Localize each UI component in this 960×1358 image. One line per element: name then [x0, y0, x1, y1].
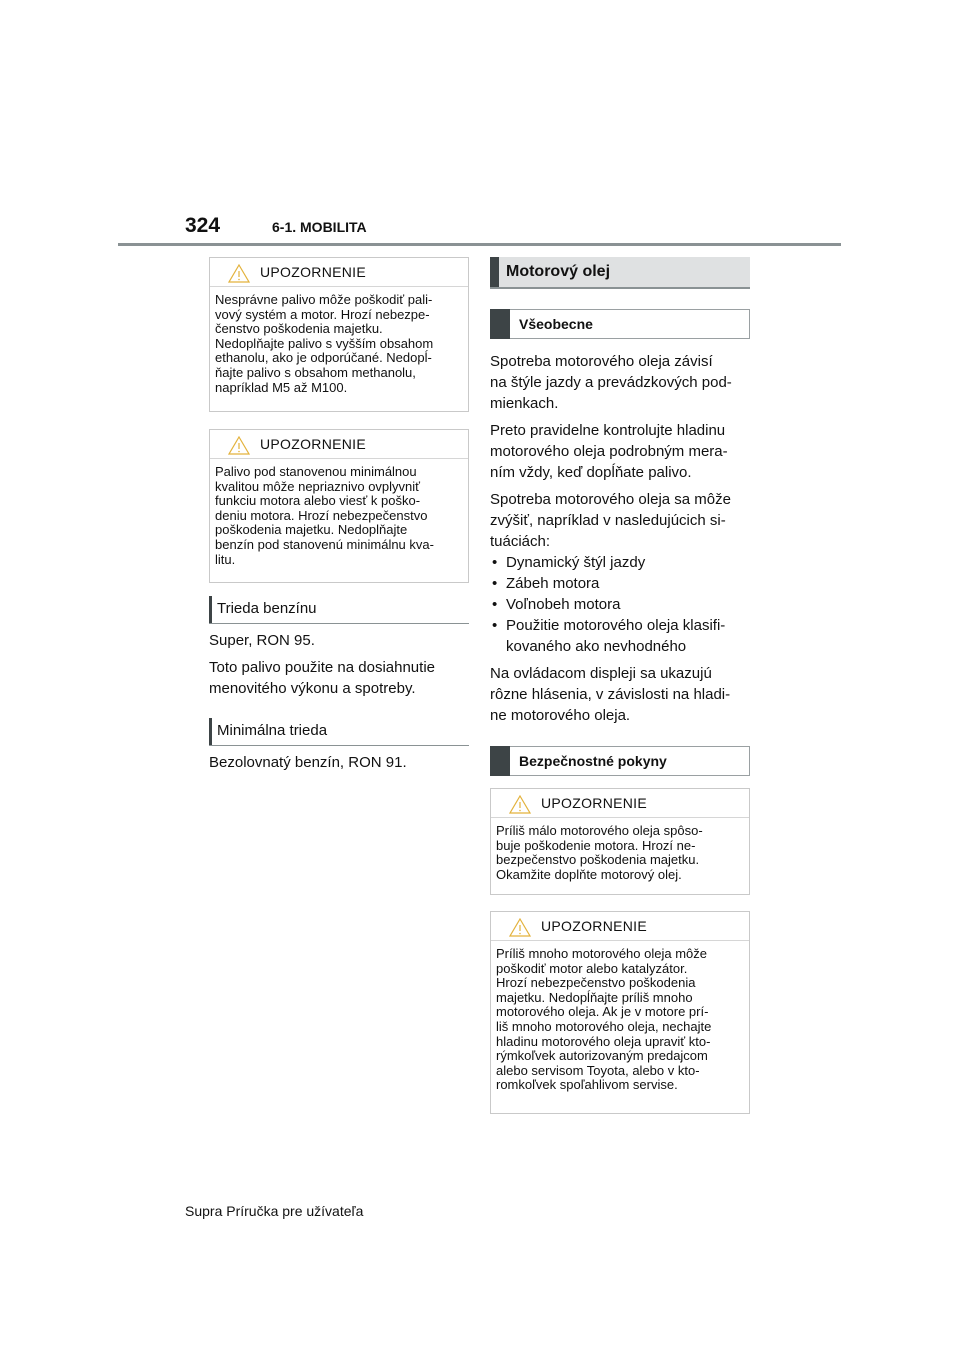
paragraph-line: ne motorového oleja. [490, 707, 631, 724]
warning-triangle-icon [228, 264, 250, 283]
paragraph [490, 351, 750, 414]
warning-line: Príliš mnoho motorového oleja môže [496, 946, 707, 961]
warning-header [210, 258, 468, 287]
warning-title: UPOZORNENIE [541, 918, 647, 934]
warning-line: alebo servisom Toyota, alebo v kto- [496, 1062, 700, 1078]
warning-line: liš mnoho motorového oleja, nechajte [496, 1018, 712, 1034]
list-item: • Voľnobeh motora [490, 594, 750, 615]
subheading-min-grade [209, 718, 469, 746]
warning-line: deniu motora. Hrozí nebezpečenstvo [215, 507, 428, 523]
warning-line: Nesprávne palivo môže poškodiť pali- [215, 292, 433, 307]
paragraph [490, 663, 750, 726]
warning-line: ethanolu, ako je odporúčané. Nedopĺ- [215, 350, 432, 366]
heading-bar [490, 257, 499, 287]
warning-box-low-oil [490, 788, 750, 895]
paragraph-line: Spotreba motorového oleja sa môže [490, 491, 731, 508]
warning-line: motorového oleja. Ak je v motore prí- [496, 1004, 709, 1020]
warning-line: litu. [215, 551, 236, 567]
warning-line: romkoľvek spoľahlivom servise. [496, 1077, 678, 1093]
subheading-safety [490, 746, 750, 776]
heading-text: Motorový olej [506, 263, 611, 280]
list-item: • Zábeh motora [490, 573, 750, 594]
warning-line: rýmkoľvek autorizovaným predajcom [496, 1048, 708, 1064]
paragraph-line: Bezolovnatý benzín, RON 91. [209, 754, 407, 771]
warning-line: buje poškodenie motora. Hrozí ne- [496, 837, 696, 853]
paragraph-line: Preto pravidelne kontrolujte hladinu [490, 422, 726, 439]
left-column [209, 257, 469, 773]
warning-line: benzín pod stanovenú minimálnu kva- [215, 536, 434, 552]
warning-triangle-icon [509, 918, 531, 937]
warning-header [491, 912, 749, 941]
paragraph-line: menovitého výkonu a spotreby. [209, 680, 416, 697]
list-item: • Použitie motorového oleja klasifi- [490, 615, 750, 636]
section-title: 6-1. MOBILITA [272, 219, 367, 235]
warning-triangle-icon [228, 436, 250, 455]
footer-text: Supra Príručka pre užívateľa [185, 1203, 364, 1219]
paragraph-line: Na ovládacom displeji sa ukazujú [490, 665, 712, 682]
warning-line: čenstvo poškodenia majetku. [215, 321, 383, 337]
paragraph [209, 630, 469, 651]
paragraph-line: mienkach. [490, 395, 559, 412]
warning-line: Príliš málo motorového oleja spôso- [496, 823, 703, 838]
warning-line: bezpečenstvo poškodenia majetku. [496, 852, 700, 868]
warning-line: napríklad M5 až M100. [215, 379, 348, 395]
paragraph [209, 657, 469, 699]
warning-line: Palivo pod stanovenou minimálnou [215, 464, 417, 479]
paragraph-line: zvýšiť, napríklad v nasledujúcich si- [490, 512, 726, 529]
warning-line: funkciu motora alebo viesť k poško- [215, 493, 421, 509]
warning-line: poškodiť motor alebo katalyzátor. [496, 960, 688, 976]
paragraph-line: rôzne hlásenia, v závislosti na hladi- [490, 686, 731, 703]
list-item-continuation: kovaného ako nevhodného [506, 638, 687, 655]
warning-line: kvalitou môže nepriaznivo ovplyvniť [215, 478, 421, 494]
warning-text [210, 287, 468, 403]
warning-text [210, 459, 468, 575]
warning-text [491, 818, 749, 890]
warning-title: UPOZORNENIE [260, 264, 366, 280]
paragraph-line: Super, RON 95. [209, 632, 315, 649]
subheading-text: Všeobecne [519, 316, 593, 332]
warning-text [491, 941, 749, 1101]
warning-title: UPOZORNENIE [541, 795, 647, 811]
paragraph-line: Spotreba motorového oleja závisí [490, 353, 713, 370]
warning-line: poškodenia majetku. Nedoplňajte [215, 522, 408, 538]
subheading-general [490, 309, 750, 339]
warning-line: Okamžite doplňte motorový olej. [496, 866, 682, 882]
heading-motor-oil [490, 257, 750, 289]
subheading-text: Minimálna trieda [217, 722, 328, 739]
paragraph [209, 752, 469, 773]
subheading-bar [490, 746, 510, 776]
warning-line: Nedoplňajte palivo s vyšším obsahom [215, 335, 434, 351]
warning-line: vový systém a motor. Hrozí nebezpe- [215, 306, 430, 322]
subheading-bar [209, 718, 212, 745]
right-column [490, 257, 750, 1114]
warning-box-fuel [209, 257, 469, 412]
paragraph-line: tuáciách: [490, 533, 551, 550]
warning-box-too-much-oil [490, 911, 750, 1114]
subheading-bar [490, 309, 510, 339]
subheading-text: Bezpečnostné pokyny [519, 753, 667, 769]
subheading-text: Trieda benzínu [217, 600, 317, 617]
bullet-list [490, 552, 750, 657]
warning-line: Hrozí nebezpečenstvo poškodenia [496, 975, 696, 991]
subheading-bar [209, 596, 212, 623]
paragraph-line: na štýle jazdy a prevádzkových pod- [490, 374, 732, 391]
paragraph [490, 489, 750, 552]
warning-box-min-quality [209, 429, 469, 583]
warning-line: majetku. Nedopĺňajte príliš mnoho [496, 989, 693, 1005]
paragraph [490, 420, 750, 483]
paragraph-line: ním vždy, keď dopĺňate palivo. [490, 464, 692, 481]
warning-header [210, 430, 468, 459]
warning-header [491, 789, 749, 818]
subheading-fuel-grade [209, 596, 469, 624]
warning-title: UPOZORNENIE [260, 436, 366, 452]
page-number: 324 [185, 214, 221, 237]
warning-line: hladinu motorového oleja upraviť kto- [496, 1033, 711, 1049]
warning-triangle-icon [509, 795, 531, 814]
paragraph-line: motorového oleja podrobným mera- [490, 443, 728, 460]
warning-line: ňajte palivo s obsahom methanolu, [215, 364, 416, 380]
list-item: • Dynamický štýl jazdy [490, 552, 750, 573]
paragraph-line: Toto palivo použite na dosiahnutie [209, 659, 435, 676]
header-rule [118, 243, 841, 246]
